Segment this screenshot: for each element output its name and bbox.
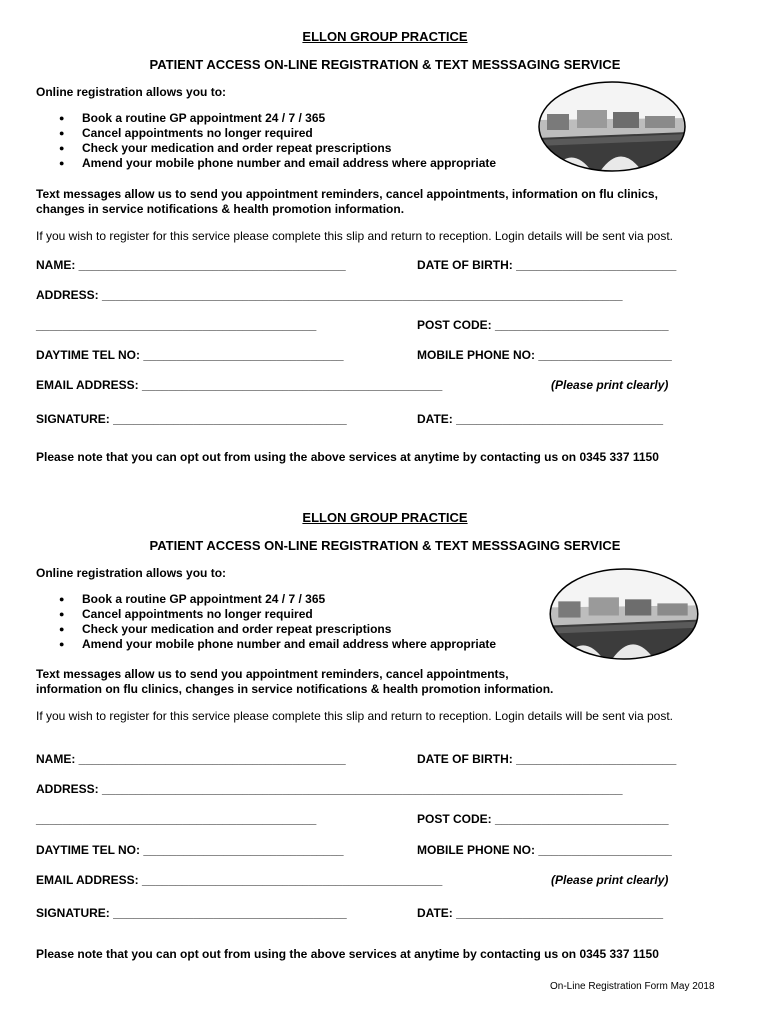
signature-field[interactable]: SIGNATURE: ___________________________________	[36, 906, 347, 920]
text-messages-info	[36, 187, 658, 217]
service-title: PATIENT ACCESS ON-LINE REGISTRATION & TEXT MESSSAGING SERVICE	[149, 57, 621, 72]
signature-field[interactable]: SIGNATURE: ___________________________________	[36, 412, 347, 426]
list-item: ● Amend your mobile phone number and email address where appropriate	[36, 637, 496, 652]
practice-name: ELLON GROUP PRACTICE	[302, 510, 468, 525]
post-code-field[interactable]: POST CODE: __________________________	[417, 318, 669, 332]
text-messages-line: Text messages allow us to send you appointment reminders, cancel appointments, information on flu clinics,	[36, 187, 658, 201]
list-item: ● Cancel appointments no longer required	[36, 126, 496, 141]
text-messages-info	[36, 667, 553, 697]
list-item: ● Cancel appointments no longer required	[36, 607, 496, 622]
text-messages-line: changes in service notifications & health promotion information.	[36, 202, 405, 216]
instruction-text: If you wish to register for this service please complete this slip and return to reception. Login details will be sent via post.	[36, 229, 673, 243]
date-of-birth-field[interactable]: DATE OF BIRTH: ________________________	[417, 752, 677, 766]
email-field[interactable]: EMAIL ADDRESS: _____________________________________________	[36, 378, 443, 392]
features-list	[36, 592, 496, 652]
list-item: ● Book a routine GP appointment 24 / 7 / 365	[36, 592, 496, 607]
features-list	[36, 111, 496, 171]
print-clearly-note: (Please print clearly)	[551, 378, 669, 392]
daytime-tel-field[interactable]: DAYTIME TEL NO: ______________________________	[36, 348, 344, 362]
daytime-tel-field[interactable]: DAYTIME TEL NO: ______________________________	[36, 843, 344, 857]
address-field[interactable]: ADDRESS: ______________________________________________________________________________	[36, 288, 623, 302]
address-line2-field[interactable]: __________________________________________	[36, 812, 317, 826]
email-field[interactable]: EMAIL ADDRESS: _____________________________________________	[36, 873, 443, 887]
text-messages-line: Text messages allow us to send you appointment reminders, cancel appointments,	[36, 667, 509, 681]
intro-text: Online registration allows you to:	[36, 566, 227, 580]
date-field[interactable]: DATE: _______________________________	[417, 412, 663, 426]
mobile-phone-field[interactable]: MOBILE PHONE NO: ____________________	[417, 843, 672, 857]
list-item: ● Check your medication and order repeat prescriptions	[36, 622, 496, 637]
instruction-text: If you wish to register for this service please complete this slip and return to reception. Login details will be sent via post.	[36, 709, 673, 723]
post-code-field[interactable]: POST CODE: __________________________	[417, 812, 669, 826]
list-item: ● Amend your mobile phone number and email address where appropriate	[36, 156, 496, 171]
text-messages-line: information on flu clinics, changes in service notifications & health promotion information.	[36, 682, 554, 696]
print-clearly-note: (Please print clearly)	[551, 873, 669, 887]
bridge-photo	[548, 567, 700, 661]
list-item: ● Book a routine GP appointment 24 / 7 / 365	[36, 111, 496, 126]
service-title: PATIENT ACCESS ON-LINE REGISTRATION & TEXT MESSSAGING SERVICE	[149, 538, 621, 553]
date-of-birth-field[interactable]: DATE OF BIRTH: ________________________	[417, 258, 677, 272]
date-field[interactable]: DATE: _______________________________	[417, 906, 663, 920]
name-field[interactable]: NAME: ________________________________________	[36, 752, 346, 766]
address-line2-field[interactable]: __________________________________________	[36, 318, 317, 332]
opt-out-note: Please note that you can opt out from using the above services at anytime by contacting us on 0345 337 1150	[36, 450, 659, 464]
practice-name: ELLON GROUP PRACTICE	[302, 29, 468, 44]
address-field[interactable]: ADDRESS: ______________________________________________________________________________	[36, 782, 623, 796]
opt-out-note: Please note that you can opt out from using the above services at anytime by contacting us on 0345 337 1150	[36, 947, 659, 961]
intro-text: Online registration allows you to:	[36, 85, 227, 99]
footer-text: On-Line Registration Form May 2018	[550, 981, 715, 992]
mobile-phone-field[interactable]: MOBILE PHONE NO: ____________________	[417, 348, 672, 362]
list-item: ● Check your medication and order repeat prescriptions	[36, 141, 496, 156]
bridge-photo	[537, 80, 687, 173]
name-field[interactable]: NAME: ________________________________________	[36, 258, 346, 272]
